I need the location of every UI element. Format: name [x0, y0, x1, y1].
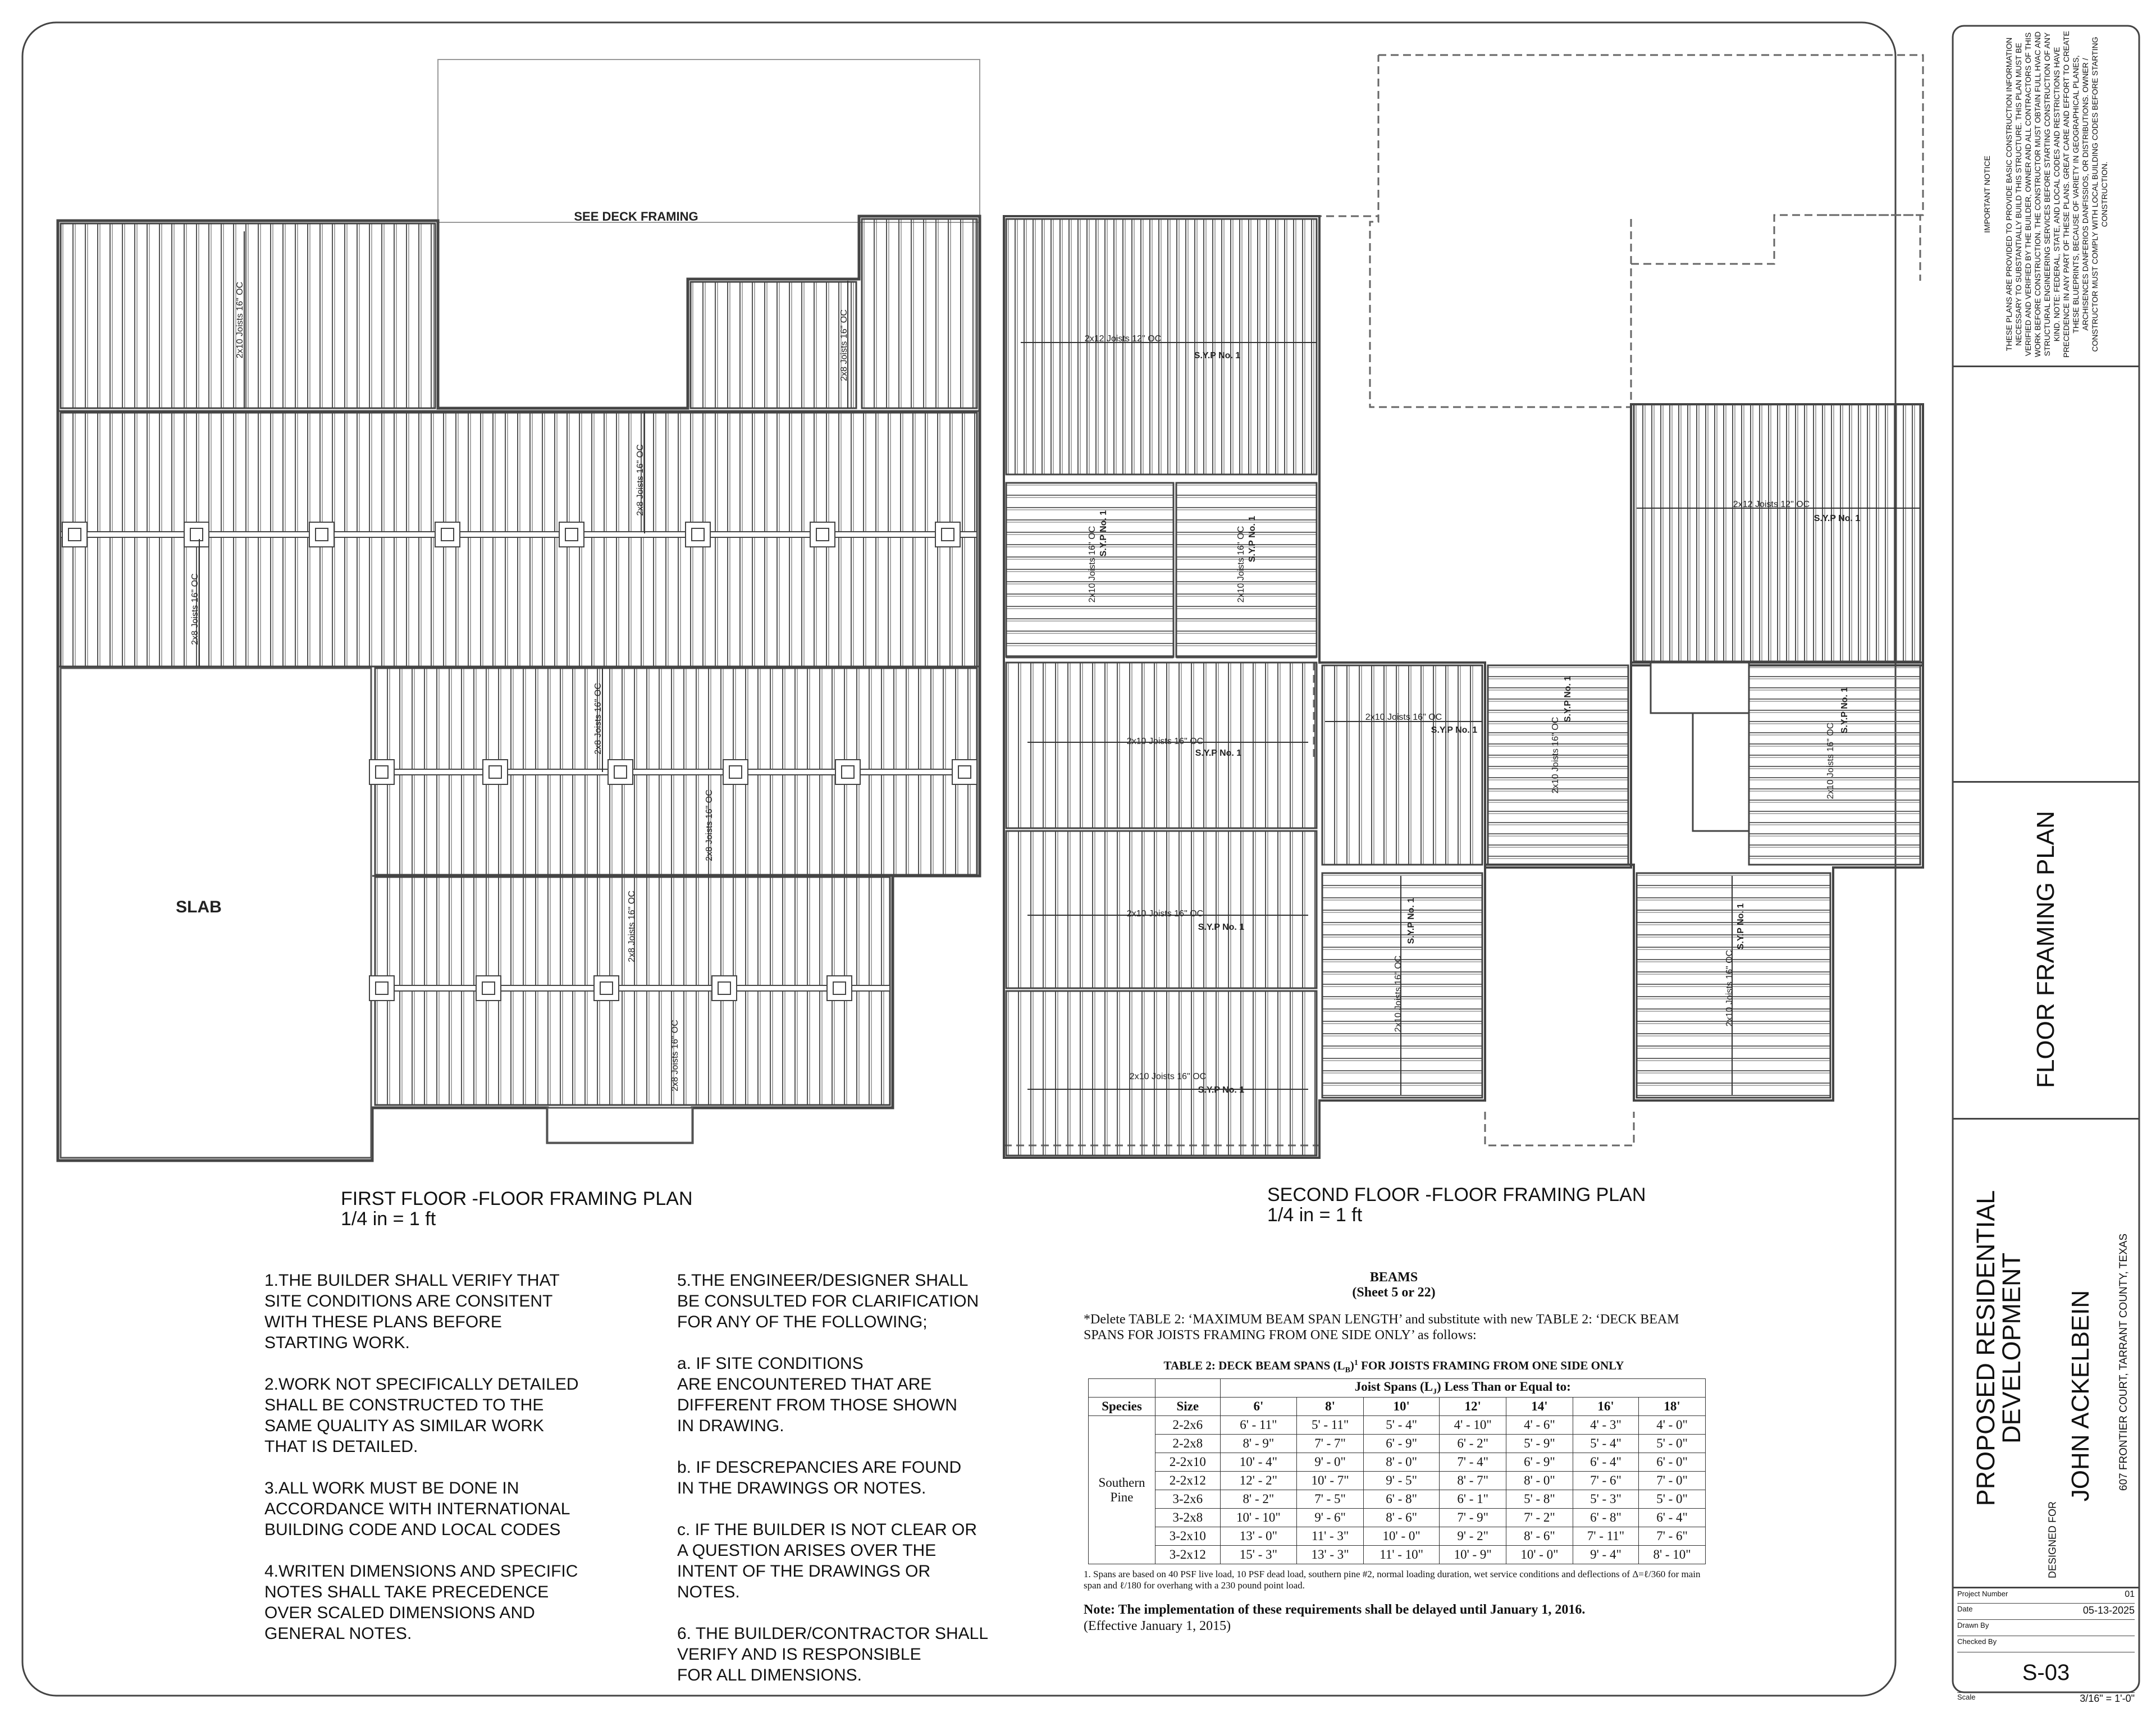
post: [482, 982, 495, 994]
effective-date: (Effective January 1, 2015): [1084, 1619, 1231, 1634]
species-label: S.Y.P No. 1: [1814, 514, 1861, 523]
span-cell: 9' - 4": [1573, 1546, 1638, 1564]
span-header: 12': [1440, 1398, 1506, 1416]
size-cell: 2-2x10: [1155, 1453, 1221, 1472]
important-notice-box: [1953, 26, 2139, 367]
span-cell: 8' - 2": [1220, 1490, 1297, 1509]
span-cell: 9' - 5": [1363, 1472, 1439, 1490]
span-cell: 7' - 0": [1639, 1472, 1706, 1490]
date-value: 05-13-2025: [2082, 1605, 2135, 1616]
project-number-value: 01: [2125, 1590, 2135, 1599]
plan-scale-text: 1/4 in = 1 ft: [341, 1208, 436, 1230]
beam: [375, 769, 977, 775]
note-item: 5.THE ENGINEER/DESIGNER SHALL BE CONSULTED FOR CLARIFICATION FOR ANY OF THE FOLLOWING;: [677, 1271, 979, 1331]
porch-step: [547, 1108, 692, 1143]
table-row: [1089, 1416, 1706, 1435]
species-cell: Southern Pine: [1089, 1416, 1155, 1564]
span-cell: 4' - 10": [1440, 1416, 1506, 1435]
post: [376, 766, 388, 778]
span-cell: 9' - 2": [1440, 1527, 1506, 1546]
span-header: 10': [1363, 1398, 1439, 1416]
scale-label: Scale: [1957, 1693, 1976, 1701]
span-cell: 5' - 11": [1297, 1416, 1364, 1435]
sheet-title: FLOOR FRAMING PLAN: [2032, 811, 2059, 1088]
span-cell: 15' - 3": [1220, 1546, 1297, 1564]
species-label: S.Y.P No. 1: [1195, 748, 1242, 758]
project-number-row: [1957, 1590, 2135, 1604]
span-cell: 5' - 8": [1506, 1490, 1573, 1509]
first-floor-plan-title: [341, 1189, 693, 1229]
table-row: [1089, 1490, 1706, 1509]
table-row: [1089, 1435, 1706, 1453]
species-label: S.Y.P No. 1: [1099, 510, 1108, 557]
joist-label: 2x12 Joists 12" OC: [1084, 334, 1162, 344]
span-cell: 6' - 4": [1639, 1509, 1706, 1527]
span-cell: 7' - 9": [1440, 1509, 1506, 1527]
drawn-by-label: Drawn By: [1957, 1621, 1989, 1629]
post: [376, 982, 388, 994]
span-cell: 8' - 0": [1363, 1453, 1439, 1472]
species-label: S.Y.P No. 1: [1840, 687, 1849, 734]
span-cell: 13' - 0": [1220, 1527, 1297, 1546]
span-cell: 6' - 9": [1363, 1435, 1439, 1453]
span-cell: 7' - 11": [1573, 1527, 1638, 1546]
span-cell: 8' - 7": [1440, 1472, 1506, 1490]
joist-label: 2x10 Joists 16" OC: [235, 281, 245, 359]
size-cell: 3-2x8: [1155, 1509, 1221, 1527]
span-cell: 12' - 2": [1220, 1472, 1297, 1490]
span-cell: 6' - 4": [1573, 1453, 1638, 1472]
post: [489, 766, 501, 778]
span-cell: 10' - 10": [1220, 1509, 1297, 1527]
see-deck-framing-note: SEE DECK FRAMING: [574, 209, 698, 223]
second-floor-plan-title: [1267, 1185, 1646, 1225]
implementation-note: Note: The implementation of these requirements shall be delayed until January 1, 2016.: [1084, 1602, 1586, 1618]
table-row: [1089, 1472, 1706, 1490]
table-title: TABLE 2: DECK BEAM SPANS $(L_B)^1$ FOR JOISTS FRAMING FROM ONE SIDE ONLY: [1163, 1359, 1624, 1375]
span-cell: 5' - 4": [1363, 1416, 1439, 1435]
post: [316, 528, 328, 541]
span-header: 16': [1573, 1398, 1638, 1416]
deck-outline: [438, 60, 980, 222]
span-header: 18': [1639, 1398, 1706, 1416]
span-cell: 7' - 6": [1639, 1527, 1706, 1546]
second-floor-joists: [1006, 219, 1920, 1156]
span-cell: 8' - 6": [1506, 1527, 1573, 1546]
joist-label: 2x10 Joists 16" OC: [1126, 737, 1204, 746]
span-cell: 5' - 4": [1573, 1435, 1638, 1453]
span-cell: 9' - 6": [1297, 1509, 1364, 1527]
table-row: [1089, 1509, 1706, 1527]
size-cell: 3-2x6: [1155, 1490, 1221, 1509]
client-name: JOHN ACKELBEIN: [2067, 1290, 2094, 1502]
table-row: [1089, 1546, 1706, 1564]
span-cell: 10' - 0": [1363, 1527, 1439, 1546]
species-label: S.Y.P No. 1: [1563, 675, 1573, 723]
span-cell: 13' - 3": [1297, 1546, 1364, 1564]
span-cell: 10' - 9": [1440, 1546, 1506, 1564]
post: [441, 528, 454, 541]
joist-label: 2x10 Joists 16" OC: [1826, 722, 1835, 800]
span-cell: 7' - 2": [1506, 1509, 1573, 1527]
joist-label: 2x10 Joists 16" OC: [1236, 526, 1246, 603]
first-floor-plan: [58, 60, 980, 1161]
joist-label: 2x8 Joists 16" OC: [670, 1020, 680, 1092]
general-notes-right: [677, 1270, 1025, 1686]
size-cell: 2-2x6: [1155, 1416, 1221, 1435]
span-cell: 6' - 1": [1440, 1490, 1506, 1509]
checked-by-label: Checked By: [1957, 1637, 1997, 1646]
deck-beam-span-table: [1088, 1378, 1706, 1564]
joist-label: 2x10 Joists 16" OC: [1365, 713, 1442, 722]
span-header: 14': [1506, 1398, 1573, 1416]
title-block: [1953, 26, 2139, 1704]
span-cell: 4' - 0": [1639, 1416, 1706, 1435]
species-label: S.Y.P No. 1: [1736, 903, 1746, 950]
span-cell: 5' - 0": [1639, 1435, 1706, 1453]
span-cell: 7' - 6": [1573, 1472, 1638, 1490]
span-cell: 9' - 0": [1297, 1453, 1364, 1472]
post: [718, 982, 730, 994]
checked-by-row: [1957, 1637, 2135, 1652]
species-label: S.Y.P No. 1: [1194, 351, 1241, 360]
note-item: 6. THE BUILDER/CONTRACTOR SHALL VERIFY AND IS RESPONSIBLE FOR ALL DIMENSIONS.: [677, 1624, 989, 1684]
joist-label: 2x10 Joists 16" OC: [1725, 949, 1734, 1027]
table-footnote: 1. Spans are based on 40 PSF live load, 10 PSF dead load, southern pine #2, normal loading duration, wet service conditions and deflections of Δ=ℓ/360 for main span and ℓ/180 for overhang with a 230 pound point load.: [1084, 1569, 1701, 1591]
post: [565, 528, 578, 541]
table-blank-header: [1089, 1379, 1155, 1398]
joist-label: 2x12 Joists 12" OC: [1733, 500, 1810, 509]
post: [68, 528, 81, 541]
span-cell: 6' - 11": [1220, 1416, 1297, 1435]
span-cell: 11' - 3": [1297, 1527, 1364, 1546]
general-notes-left: [264, 1270, 601, 1644]
span-cell: 5' - 3": [1573, 1490, 1638, 1509]
project-number-label: Project Number: [1957, 1590, 2008, 1598]
span-cell: 8' - 0": [1506, 1472, 1573, 1490]
beam: [375, 985, 890, 991]
scale-row: [1957, 1692, 2135, 1706]
joist-label: 2x8 Joists 16" OC: [636, 444, 645, 516]
important-notice: [1983, 29, 2109, 360]
date-label: Date: [1957, 1605, 1973, 1613]
second-floor-plan: [1004, 55, 1923, 1158]
joist-label: 2x8 Joists 16" OC: [627, 891, 637, 962]
joist-label: 2x10 Joists 16" OC: [1394, 955, 1403, 1033]
joist-label: 2x10 Joists 16" OC: [1129, 1072, 1207, 1081]
span-cell: 11' - 10": [1363, 1546, 1439, 1564]
note-item: 2.WORK NOT SPECIFICALLY DETAILED SHALL BE CONSTRUCTED TO THE SAME QUALITY AS SIMILAR WORK THAT IS DETAILED.: [264, 1375, 579, 1456]
species-header: Species: [1089, 1398, 1155, 1416]
sheet-number: S-03: [2022, 1660, 2070, 1685]
post: [729, 766, 742, 778]
joist-label: 2x10 Joists 16" OC: [1126, 909, 1204, 919]
post: [842, 766, 854, 778]
span-cell: 8' - 10": [1639, 1546, 1706, 1564]
sheet-title-box: [1953, 781, 2139, 1120]
note-item: c. IF THE BUILDER IS NOT CLEAR OR A QUESTION ARISES OVER THE INTENT OF THE DRAWINGS OR NOTES.: [677, 1520, 977, 1601]
span-cell: 8' - 9": [1220, 1435, 1297, 1453]
species-label: S.Y.P No. 1: [1406, 897, 1416, 944]
note-item: 4.WRITEN DIMENSIONS AND SPECIFIC NOTES SHALL TAKE PRECEDENCE OVER SCALED DIMENSIONS AND GENERAL NOTES.: [264, 1562, 578, 1643]
table-row: [1089, 1527, 1706, 1546]
plan-scale-text: 1/4 in = 1 ft: [1267, 1204, 1363, 1226]
stair-opening: [1651, 663, 1749, 713]
span-cell: 4' - 6": [1506, 1416, 1573, 1435]
span-cell: 5' - 0": [1639, 1490, 1706, 1509]
beams-sheet-ref: (Sheet 5 or 22): [1352, 1285, 1436, 1300]
post: [958, 766, 971, 778]
table-row: [1089, 1453, 1706, 1472]
slab-label: SLAB: [176, 898, 222, 916]
span-cell: 10' - 7": [1297, 1472, 1364, 1490]
species-label: S.Y.P No. 1: [1248, 515, 1257, 563]
project-info-box: [1953, 1118, 2139, 1588]
framing-bay: [862, 219, 977, 408]
joist-span-group-header: Joist Spans $(L_J)$ Less Than or Equal to:: [1220, 1379, 1705, 1398]
post: [692, 528, 704, 541]
span-cell: 4' - 3": [1573, 1416, 1638, 1435]
span-cell: 6' - 8": [1573, 1509, 1638, 1527]
post: [190, 528, 203, 541]
size-cell: 2-2x8: [1155, 1435, 1221, 1453]
post: [833, 982, 846, 994]
joist-label: 2x10 Joists 16" OC: [1088, 526, 1097, 603]
beams-section: [1078, 1270, 1710, 1634]
scale-value: 3/16" = 1'-0": [2080, 1693, 2135, 1704]
joist-label: 2x8 Joists 16" OC: [190, 573, 200, 645]
joist-label: 2x8 Joists 16" OC: [705, 789, 714, 861]
post: [600, 982, 613, 994]
span-cell: 7' - 4": [1440, 1453, 1506, 1472]
span-cell: 6' - 9": [1506, 1453, 1573, 1472]
project-name: PROPOSED RESIDENTIAL DEVELOPMENT: [1971, 1190, 2026, 1506]
plan-title-text: SECOND FLOOR -FLOOR FRAMING PLAN: [1267, 1184, 1646, 1205]
size-header: Size: [1155, 1398, 1221, 1416]
post: [942, 528, 954, 541]
post: [816, 528, 829, 541]
post: [614, 766, 627, 778]
date-row: [1957, 1605, 2135, 1620]
species-label: S.Y.P No. 1: [1431, 725, 1478, 735]
designed-for-label: DESIGNED FOR: [2047, 1501, 2058, 1578]
joist-label: 2x8 Joists 16" OC: [839, 309, 849, 381]
span-cell: 8' - 6": [1363, 1509, 1439, 1527]
table-blank-header: [1155, 1379, 1221, 1398]
stair-opening: [1693, 713, 1749, 831]
note-item: b. IF DESCREPANCIES ARE FOUND IN THE DRAWINGS OR NOTES.: [677, 1458, 962, 1497]
span-header: 6': [1220, 1398, 1297, 1416]
span-cell: 7' - 7": [1297, 1435, 1364, 1453]
span-cell: 6' - 8": [1363, 1490, 1439, 1509]
span-cell: 10' - 0": [1506, 1546, 1573, 1564]
notice-text: THESE PLANS ARE PROVIDED TO PROVIDE BASIC CONSTRUCTION INFORMATION NECESSARY TO SUBSTANTIALLY BUILD THIS STRUCTURE. THIS PLAN MUST BE VERIFIED AND VERIFIED BY THE BUILDER, OWNER AND ALL CONTRACTORS OF THIS WORK BEFORE CONSTRUCTION. THE CONSTRUCTOR MUST OBTAIN FULL HVAC AND STRUCTURAL ENGINEERING SERVICES BEFORE STARTING CONSTRUCTION OF ANY KIND. NOTE: FEDERAL, STATE, AND LOCAL CODES AND RESTRICTIONS HAVE PRECEDENCE IN ANY PART OF THESE PLANS. GREAT CARE AND EFFORT TO CREATE THESE BLUEPRINTS, BECAUSE OF VARIETY IN GEOGRAPHICAL PLANES, ARCHISENCES DANFERIOS DANFISSIOS, OR DISTRIBUTIONS. OWNER / CONSTRUCTOR MUST COMPLY WITH LOCAL BUILDING CODES BEFORE STARTING CONSTRUCTION.: [2004, 31, 2109, 358]
beams-intro: *Delete TABLE 2: ‘MAXIMUM BEAM SPAN LENGTH’ and substitute with new TABLE 2: ‘DECK BEAM SPANS FOR JOISTS FRAMING FROM ONE SIDE ONLY’ as follows:: [1084, 1312, 1679, 1342]
span-cell: 7' - 5": [1297, 1490, 1364, 1509]
note-item: a. IF SITE CONDITIONS ARE ENCOUNTERED THAT ARE DIFFERENT FROM THOSE SHOWN IN DRAWING.: [677, 1354, 957, 1435]
size-cell: 3-2x10: [1155, 1527, 1221, 1546]
size-cell: 2-2x12: [1155, 1472, 1221, 1490]
beams-heading: BEAMS: [1369, 1270, 1418, 1285]
joist-label: 2x10 Joists 16" OC: [1551, 716, 1560, 794]
note-item: 1.THE BUILDER SHALL VERIFY THAT SITE CONDITIONS ARE CONSITENT WITH THESE PLANS BEFORE STARTING WORK.: [264, 1271, 560, 1352]
span-cell: 6' - 2": [1440, 1435, 1506, 1453]
joist-label: 2x8 Joists 16" OC: [593, 683, 603, 755]
span-cell: 10' - 4": [1220, 1453, 1297, 1472]
blank-box: [1953, 366, 2139, 783]
project-address: 607 FRONTIER COURT, TARRANT COUNTY, TEXAS: [2118, 1233, 2130, 1491]
span-cell: 6' - 0": [1639, 1453, 1706, 1472]
species-label: S.Y.P No. 1: [1198, 923, 1245, 932]
note-item: 3.ALL WORK MUST BE DONE IN ACCORDANCE WITH INTERNATIONAL BUILDING CODE AND LOCAL CODES: [264, 1479, 570, 1539]
species-label: S.Y.P No. 1: [1198, 1085, 1245, 1095]
drawn-by-row: [1957, 1621, 2135, 1636]
span-cell: 5' - 9": [1506, 1435, 1573, 1453]
notice-heading: IMPORTANT NOTICE: [1983, 156, 1991, 233]
span-header: 8': [1297, 1398, 1364, 1416]
size-cell: 3-2x12: [1155, 1546, 1221, 1564]
plan-title-text: FIRST FLOOR -FLOOR FRAMING PLAN: [341, 1188, 693, 1209]
